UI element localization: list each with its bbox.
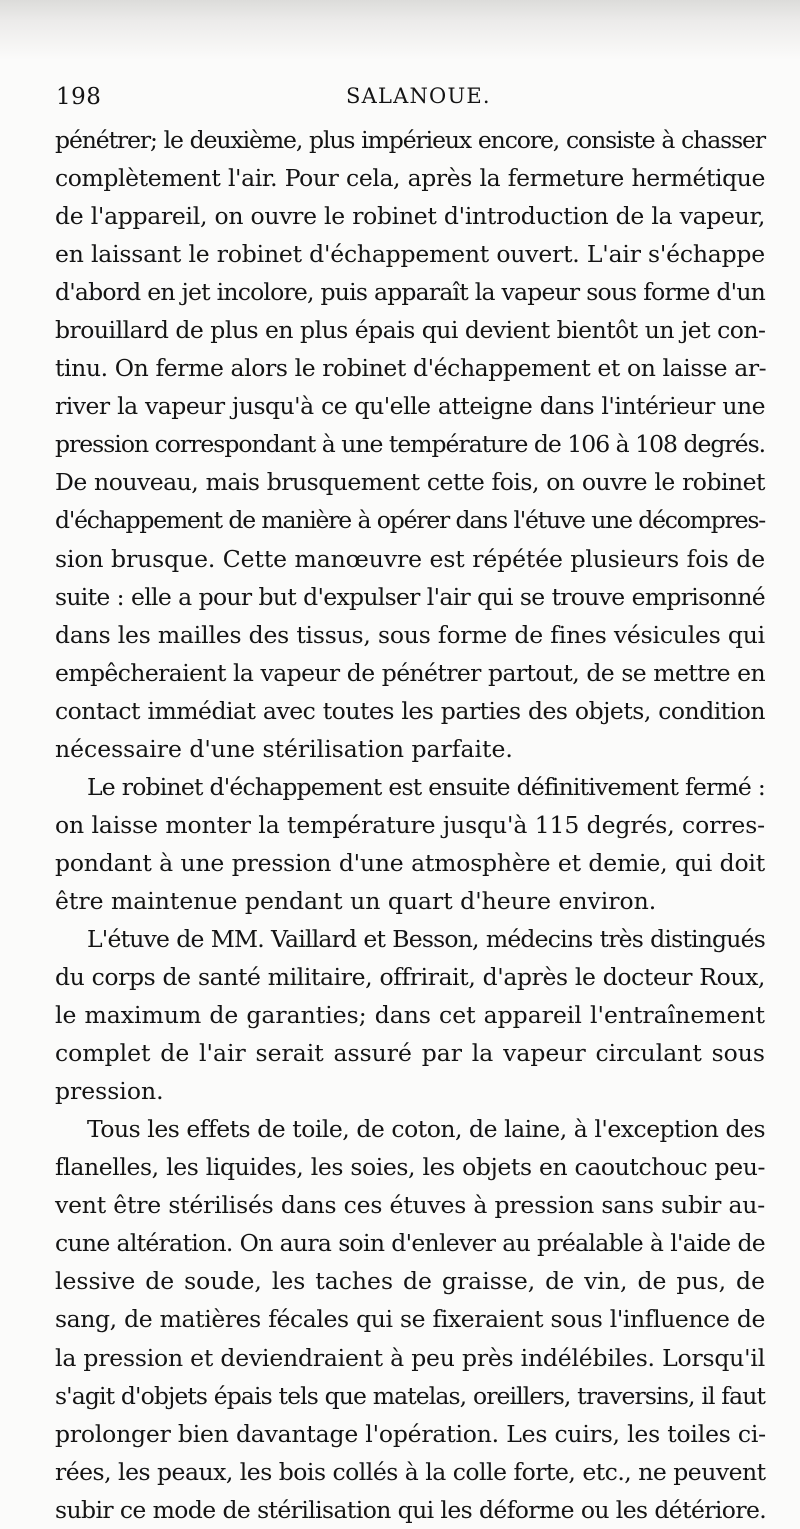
text-line: la pression et deviendraient à peu près indélébiles. Lorsqu'il xyxy=(55,1343,766,1372)
text-line: De nouveau, mais brusquement cette fois, on ouvre le robinet xyxy=(55,468,765,497)
text-line: pression. xyxy=(55,1077,164,1106)
page-top-shading xyxy=(0,0,800,60)
text-line: pression correspondant à une température de 106 à 108 degrés. xyxy=(55,430,766,459)
text-line: en laissant le robinet d'échappement ouvert. L'air s'échappe xyxy=(55,240,765,269)
text-line: empêcheraient la vapeur de pénétrer partout, de se mettre en xyxy=(55,658,765,687)
text-line: complètement l'air. Pour cela, après la fermeture hermétique xyxy=(55,164,765,193)
text-line: le maximum de garanties; dans cet appareil l'entraînement xyxy=(55,1001,765,1030)
running-title: SALANOUE. xyxy=(346,84,491,108)
text-line: prolonger bien davantage l'opération. Les cuirs, les toiles ci- xyxy=(55,1419,766,1448)
text-line: brouillard de plus en plus épais qui devient bientôt un jet con- xyxy=(55,316,766,345)
text-line: on laisse monter la température jusqu'à 115 degrés, corres- xyxy=(55,810,765,839)
text-line: de l'appareil, on ouvre le robinet d'introduction de la vapeur, xyxy=(55,202,765,231)
text-line: suite : elle a pour but d'expulser l'air qui se trouve emprisonné xyxy=(55,582,765,611)
text-line: rées, les peaux, les bois collés à la colle forte, etc., ne peuvent xyxy=(55,1457,766,1486)
text-line: cune altération. On aura soin d'enlever au préalable à l'aide de xyxy=(55,1229,765,1258)
body-text xyxy=(55,121,765,1529)
text-line: complet de l'air serait assuré par la vapeur circulant sous xyxy=(55,1039,765,1068)
text-line: sang, de matières fécales qui se fixeraient sous l'influence de xyxy=(55,1305,765,1334)
text-line: être maintenue pendant un quart d'heure environ. xyxy=(55,886,657,915)
text-line: flanelles, les liquides, les soies, les objets en caoutchouc peu- xyxy=(55,1153,765,1182)
text-line: vent être stérilisés dans ces étuves à pression sans subir au- xyxy=(55,1191,765,1220)
text-line: river la vapeur jusqu'à ce qu'elle atteigne dans l'intérieur une xyxy=(55,392,765,421)
text-line: Le robinet d'échappement est ensuite définitivement fermé : xyxy=(87,772,765,801)
text-line: d'abord en jet incolore, puis apparaît la vapeur sous forme d'un xyxy=(55,278,765,307)
text-line: nécessaire d'une stérilisation parfaite. xyxy=(55,734,513,763)
text-line: dans les mailles des tissus, sous forme de fines vésicules qui xyxy=(55,620,765,649)
text-line: pondant à une pression d'une atmosphère et demie, qui doit xyxy=(55,848,765,877)
text-line: sion brusque. Cette manœuvre est répétée plusieurs fois de xyxy=(55,544,765,573)
text-line: pénétrer; le deuxième, plus impérieux encore, consiste à chasser xyxy=(55,126,765,154)
text-line: d'échappement de manière à opérer dans l'étuve une décompres- xyxy=(55,506,765,535)
page-number: 198 xyxy=(56,84,102,110)
text-line: du corps de santé militaire, offrirait, d'après le docteur Roux, xyxy=(55,963,765,992)
text-line: tinu. On ferme alors le robinet d'échappement et on laisse ar- xyxy=(55,354,767,383)
text-line: s'agit d'objets épais tels que matelas, oreillers, traversins, il faut xyxy=(55,1381,765,1410)
text-line: Tous les effets de toile, de coton, de laine, à l'exception des xyxy=(87,1115,765,1144)
text-line: contact immédiat avec toutes les parties des objets, condition xyxy=(55,696,765,725)
text-line: L'étuve de MM. Vaillard et Besson, médecins très distingués xyxy=(87,924,765,953)
text-line: subir ce mode de stérilisation qui les déforme ou les détériore. xyxy=(55,1495,767,1524)
text-line: lessive de soude, les taches de graisse, de vin, de pus, de xyxy=(55,1267,765,1296)
